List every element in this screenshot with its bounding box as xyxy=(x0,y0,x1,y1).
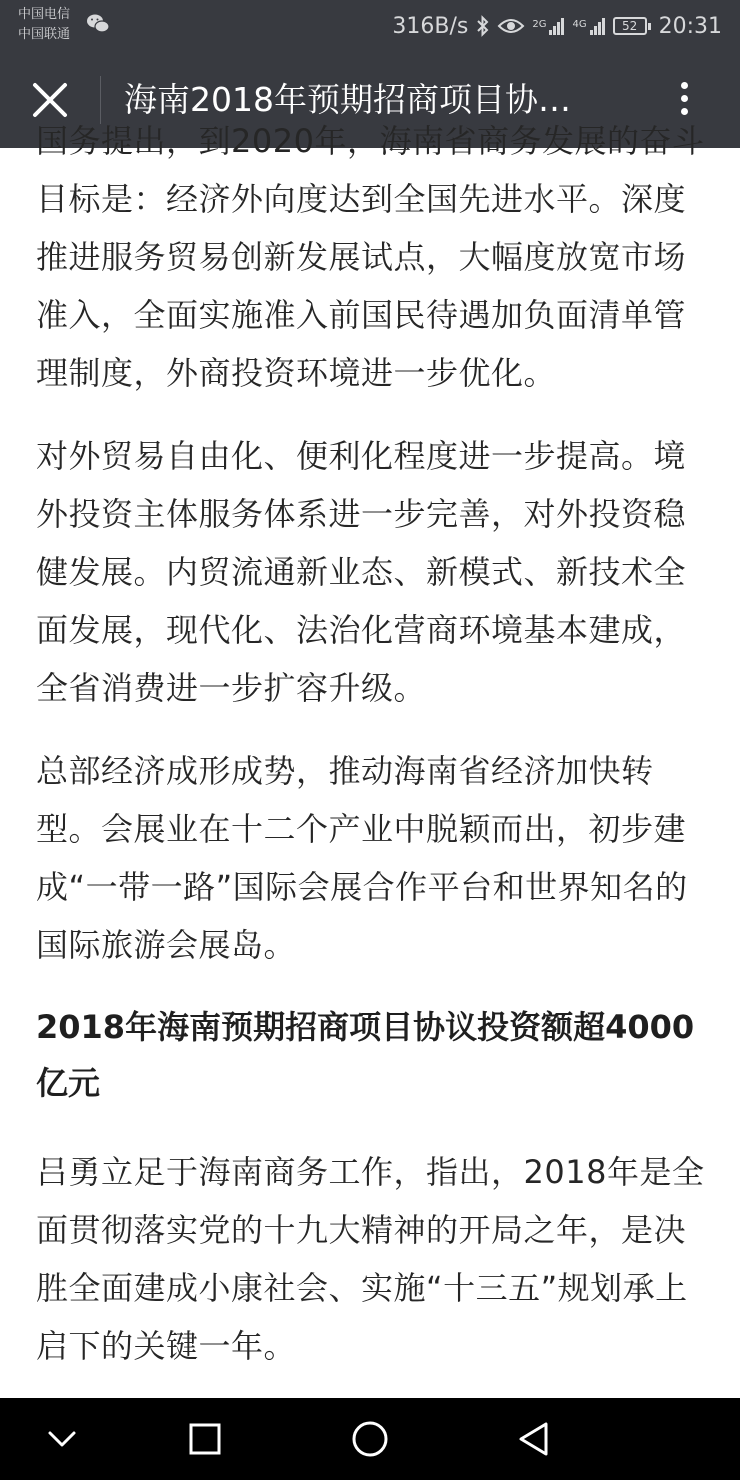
paragraph: 总部经济成形成势，推动海南省经济加快转型。会展业在十二个产业中脱颖而出，初步建成“一带一路”国际会展合作平台和世界知名的国际旅游会展岛。 xyxy=(36,752,688,964)
bluetooth-icon xyxy=(476,15,490,37)
paragraph: 国务提出，到2020年，海南省商务发展的奋斗目标是：经济外向度达到全国先进水平。深度推进服务贸易创新发展试点，大幅度放宽市场准入，全面实施准入前国民待遇加负面清单管理制度，外商投资环境进一步优化。 xyxy=(36,122,705,392)
navigation-bar xyxy=(0,1398,740,1480)
wechat-icon xyxy=(86,13,110,35)
signal-strength-icon xyxy=(532,18,564,35)
square-icon xyxy=(180,1414,230,1464)
more-dot-icon xyxy=(681,95,688,102)
more-dot-icon xyxy=(681,82,688,89)
clock: 20:31 xyxy=(658,13,722,39)
triangle-back-icon xyxy=(510,1414,560,1464)
back-button[interactable] xyxy=(510,1414,560,1464)
paragraph: 吕勇立足于海南商务工作，指出，2018年是全面贯彻落实党的十九大精神的开局之年，是决胜全面建成小康社会、实施“十三五”规划承上启下的关键一年。 xyxy=(36,1153,705,1365)
home-button[interactable] xyxy=(345,1414,395,1464)
chevron-down-icon xyxy=(37,1414,87,1464)
signal-2-label: 4G xyxy=(572,18,587,30)
page-title: 海南2018年预期招商项目协… xyxy=(124,80,571,119)
carrier-1: 中国电信 xyxy=(18,7,71,22)
recents-button[interactable] xyxy=(180,1414,230,1464)
net-speed: 316B/s xyxy=(392,13,469,39)
carrier-2: 中国联通 xyxy=(18,27,71,42)
battery-level: 52 xyxy=(613,17,647,35)
section-heading: 2018年海南预期招商项目协议投资额超4000亿元 xyxy=(36,1008,695,1102)
hide-nav-button[interactable] xyxy=(37,1414,87,1464)
circle-icon xyxy=(345,1414,395,1464)
status-bar xyxy=(0,0,740,52)
article-body xyxy=(36,112,716,1400)
battery-icon xyxy=(613,16,651,36)
signal-strength-icon-2 xyxy=(572,18,604,35)
carrier-info xyxy=(18,5,70,45)
article-scroll-area[interactable] xyxy=(0,122,740,1398)
status-indicators xyxy=(392,0,722,52)
eye-comfort-icon xyxy=(498,17,524,35)
signal-1-label: 2G xyxy=(532,18,547,30)
paragraph: 对外贸易自由化、便利化程度进一步提高。境外投资主体服务体系进一步完善，对外投资稳健发展。内贸流通新业态、新模式、新技术全面发展，现代化、法治化营商环境基本建成，全省消费进一步扩容升级。 xyxy=(36,437,687,707)
